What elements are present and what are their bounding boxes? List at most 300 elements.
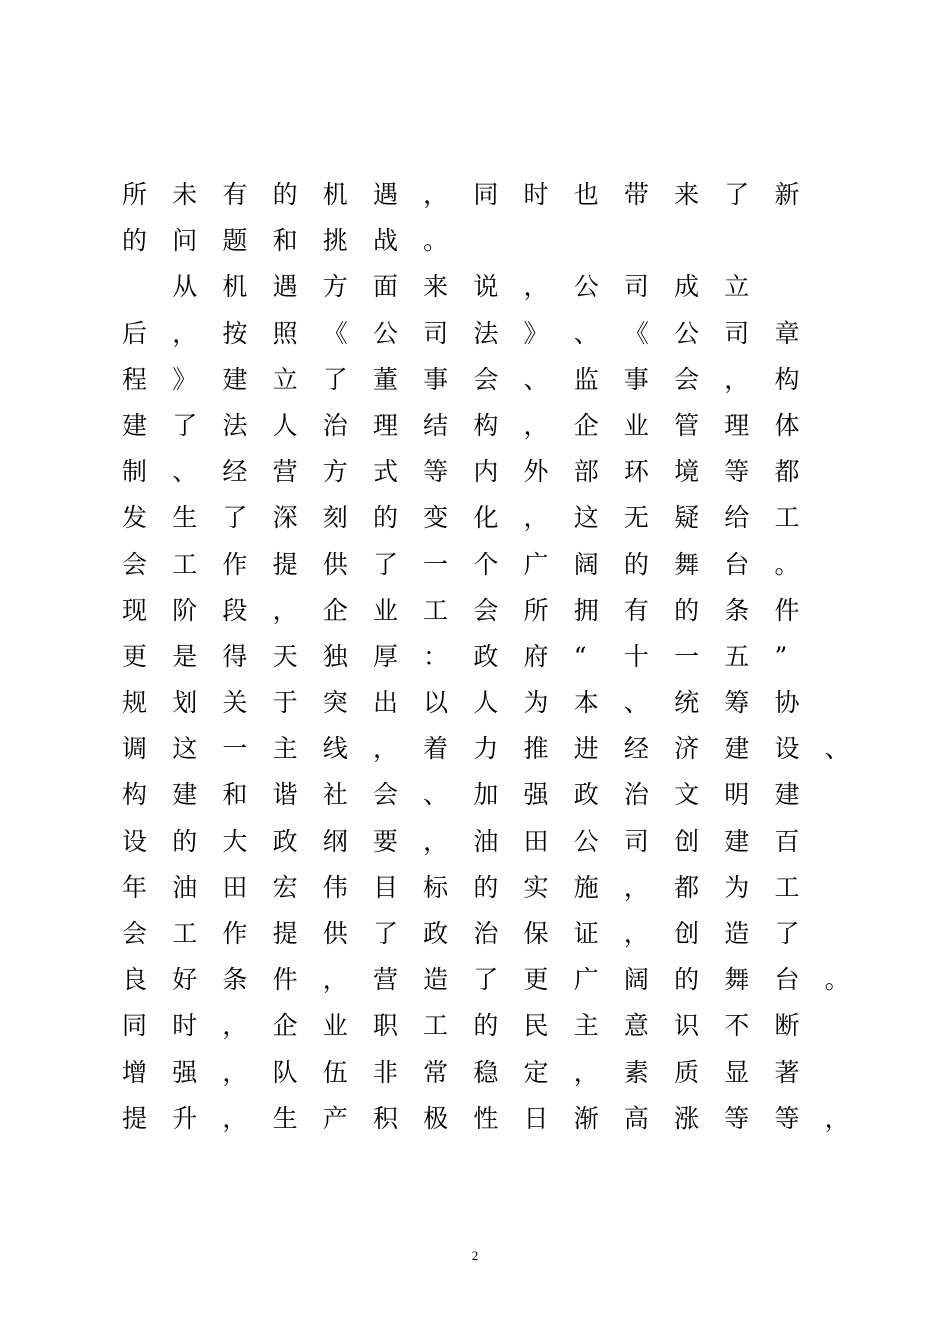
text-char: 供 (322, 919, 348, 948)
text-char: 人 (473, 688, 499, 718)
text-char: ， (824, 1103, 850, 1133)
text-char: 油 (172, 872, 198, 902)
text-char: 营 (372, 965, 398, 995)
text-line (122, 680, 862, 726)
text-line (122, 1096, 862, 1142)
text-char: 段 (222, 595, 248, 625)
text-char: 政 (573, 780, 599, 810)
text-char: 证 (573, 919, 599, 948)
text-char: 了 (774, 919, 800, 948)
text-char: 拥 (573, 595, 599, 625)
text-char: 的 (473, 872, 499, 902)
text-char: 广 (523, 549, 549, 579)
text-char: 会 (122, 919, 148, 948)
text-char: ， (423, 826, 449, 856)
text-char: 等 (724, 1103, 750, 1133)
text-char: 素 (623, 1057, 649, 1087)
text-char: 机 (322, 180, 348, 209)
text-char: 工 (172, 549, 198, 579)
text-char: 十 (623, 641, 649, 671)
text-char: 目 (372, 872, 398, 902)
text-char: 带 (623, 180, 649, 209)
text-line (122, 1050, 862, 1096)
text-char: 照 (272, 318, 298, 348)
text-char: ， (724, 364, 750, 394)
text-char: 创 (674, 826, 700, 856)
text-char: 个 (473, 549, 499, 579)
text-char: 主 (573, 1011, 599, 1041)
text-char: 规 (122, 688, 148, 718)
text-char: 企 (272, 1011, 298, 1041)
text-char: 等 (423, 457, 449, 487)
text-char: 件 (774, 595, 800, 625)
text-char: 会 (674, 364, 700, 394)
text-char: 建 (172, 780, 198, 810)
text-char: 提 (272, 919, 298, 948)
text-char: 会 (122, 549, 148, 579)
text-char: 生 (272, 1103, 298, 1133)
text-char: 产 (322, 1103, 348, 1133)
text-char: 环 (623, 457, 649, 487)
text-char: 的 (674, 595, 700, 625)
text-char: 构 (473, 410, 499, 440)
text-char: 了 (222, 503, 248, 533)
text-char: 人 (272, 410, 298, 440)
text-char: 供 (322, 549, 348, 579)
text-char: 良 (122, 965, 148, 995)
text-char: 遇 (272, 272, 298, 302)
text-char: 司 (623, 826, 649, 856)
text-char: 舞 (674, 549, 700, 579)
text-char: 从 (172, 272, 198, 302)
text-char: 的 (122, 226, 148, 256)
text-char: 有 (222, 180, 248, 209)
text-char: 为 (523, 688, 549, 718)
text-char: 要 (372, 826, 398, 856)
text-char: 涨 (674, 1103, 700, 1133)
text-char: 施 (573, 872, 599, 902)
text-char: 为 (724, 872, 750, 902)
text-char: 年 (122, 872, 148, 902)
text-line (122, 172, 862, 218)
text-char: 渐 (573, 1103, 599, 1133)
text-char: 突 (322, 688, 348, 718)
text-char: 本 (573, 688, 599, 718)
text-char: 部 (573, 457, 599, 487)
text-char: 工 (774, 503, 800, 533)
text-char: 了 (473, 965, 499, 995)
text-char: ， (523, 272, 549, 302)
text-char: 性 (473, 1103, 499, 1133)
text-char: 业 (372, 595, 398, 625)
text-line (122, 1003, 862, 1049)
text-char: 强 (172, 1057, 198, 1087)
text-char: 出 (372, 688, 398, 718)
text-char: ， (523, 410, 549, 440)
text-char: 所 (122, 180, 148, 209)
text-char: 立 (724, 272, 750, 302)
text-char: 设 (774, 734, 800, 764)
text-char: 会 (473, 595, 499, 625)
text-char: 战 (372, 226, 398, 256)
text-char: 、 (172, 457, 198, 487)
text-char: 会 (372, 780, 398, 810)
text-char: 济 (674, 734, 700, 764)
text-char: 台 (774, 965, 800, 995)
text-char: 疑 (674, 503, 700, 533)
text-char: 好 (172, 965, 198, 995)
text-char: 遇 (372, 180, 398, 209)
text-char: 立 (272, 364, 298, 394)
text-char: 加 (473, 780, 499, 810)
text-char: ， (523, 503, 549, 533)
text-char: 着 (423, 734, 449, 764)
text-char: 的 (623, 549, 649, 579)
text-char: 司 (724, 318, 750, 348)
text-char: 结 (423, 410, 449, 440)
text-char: ， (222, 1011, 248, 1041)
text-char: 的 (473, 1011, 499, 1041)
text-line (122, 542, 862, 588)
text-char: 天 (272, 641, 298, 671)
text-char: 调 (122, 734, 148, 764)
text-char: 、 (573, 318, 599, 348)
text-char: 、 (423, 780, 449, 810)
text-char: 提 (122, 1103, 148, 1133)
text-char: 按 (222, 318, 248, 348)
text-char: 、 (824, 734, 850, 764)
text-char: ， (573, 1057, 599, 1087)
text-char: 著 (774, 1057, 800, 1087)
text-char: 未 (172, 180, 198, 209)
text-char: 公 (674, 318, 700, 348)
text-char: 机 (222, 272, 248, 302)
text-char: 提 (272, 549, 298, 579)
text-char: 创 (674, 919, 700, 948)
text-char: 质 (674, 1057, 700, 1087)
text-char: 经 (222, 457, 248, 487)
text-char: 构 (774, 364, 800, 394)
text-char: 治 (623, 780, 649, 810)
text-char: 。 (824, 965, 850, 995)
text-char: 断 (774, 1011, 800, 1041)
text-char: 保 (523, 919, 549, 948)
text-char: 理 (372, 410, 398, 440)
text-char: 队 (272, 1057, 298, 1087)
text-char: 式 (372, 457, 398, 487)
text-char: 纲 (322, 826, 348, 856)
text-char: 一 (674, 641, 700, 671)
text-char: 阔 (573, 549, 599, 579)
text-char: 这 (172, 734, 198, 764)
text-char: 五 (724, 641, 750, 671)
text-line (122, 357, 862, 403)
text-line (122, 726, 862, 772)
text-char: 现 (122, 595, 148, 625)
text-char: 挑 (322, 226, 348, 256)
text-char: 了 (724, 180, 750, 209)
text-char: 内 (473, 457, 499, 487)
body-text (122, 172, 862, 1142)
text-char: ” (774, 641, 788, 671)
text-line (122, 819, 862, 865)
text-char: 来 (423, 272, 449, 302)
text-char: 建 (774, 780, 800, 810)
text-char: 的 (172, 826, 198, 856)
text-char: 伍 (322, 1057, 348, 1087)
text-char: 了 (372, 549, 398, 579)
text-char: 统 (674, 688, 700, 718)
text-char: 工 (423, 595, 449, 625)
text-char: “ (573, 641, 587, 671)
text-char: 化 (473, 503, 499, 533)
text-char: 无 (623, 503, 649, 533)
text-char: ， (272, 595, 298, 625)
text-char: 常 (423, 1057, 449, 1087)
text-char: 明 (724, 780, 750, 810)
text-char: 治 (473, 919, 499, 948)
text-char: 面 (372, 272, 398, 302)
text-char: 境 (674, 457, 700, 487)
text-char: 作 (222, 549, 248, 579)
text-char: 了 (322, 364, 348, 394)
text-char: 生 (172, 503, 198, 533)
text-char: 田 (523, 826, 549, 856)
text-char: 同 (122, 1011, 148, 1041)
text-char: 《 (623, 318, 649, 348)
text-char: ， (423, 180, 449, 209)
text-line (122, 957, 862, 1003)
text-char: 台 (724, 549, 750, 579)
text-line (122, 772, 862, 818)
text-char: 划 (172, 688, 198, 718)
text-char: 大 (222, 826, 248, 856)
text-char: 方 (322, 457, 348, 487)
text-char: 问 (172, 226, 198, 256)
text-line (122, 911, 862, 957)
text-char: 时 (172, 1011, 198, 1041)
text-char: 所 (523, 595, 549, 625)
text-char: 营 (272, 457, 298, 487)
text-char: 职 (372, 1011, 398, 1041)
text-char: 更 (122, 641, 148, 671)
page-number: 2 (471, 1248, 479, 1263)
text-char: 高 (623, 1103, 649, 1133)
text-char: 深 (272, 503, 298, 533)
text-char: 企 (322, 595, 348, 625)
text-char: 都 (674, 872, 700, 902)
text-char: 线 (322, 734, 348, 764)
text-line (122, 264, 862, 310)
text-char: ， (623, 919, 649, 948)
text-char: ， (222, 1103, 248, 1133)
text-char: 等 (724, 457, 750, 487)
text-char: 有 (623, 595, 649, 625)
text-char: 百 (774, 826, 800, 856)
text-char: 力 (473, 734, 499, 764)
text-char: 识 (674, 1011, 700, 1041)
text-char: 极 (423, 1103, 449, 1133)
text-char: 事 (423, 364, 449, 394)
text-char: 构 (122, 780, 148, 810)
text-char (122, 264, 172, 310)
text-char: 业 (322, 1011, 348, 1041)
text-char: 协 (774, 688, 800, 718)
text-char: 社 (322, 780, 348, 810)
text-char: 于 (272, 688, 298, 718)
text-char: 油 (473, 826, 499, 856)
text-char: 法 (473, 318, 499, 348)
text-line (122, 588, 862, 634)
text-char: 强 (523, 780, 549, 810)
text-char: 题 (222, 226, 248, 256)
text-char: 制 (122, 457, 148, 487)
text-char: 工 (172, 919, 198, 948)
text-line (122, 403, 862, 449)
text-char: 进 (573, 734, 599, 764)
text-char: 时 (523, 180, 549, 209)
text-char: 关 (222, 688, 248, 718)
text-char: 司 (423, 318, 449, 348)
text-char: 谐 (272, 780, 298, 810)
text-char: 公 (573, 826, 599, 856)
text-line (122, 218, 862, 264)
text-char: 同 (473, 180, 499, 209)
text-char: 一 (222, 734, 248, 764)
text-char: 造 (724, 919, 750, 948)
text-char: 经 (623, 734, 649, 764)
text-char: ， (322, 965, 348, 995)
text-char: 条 (222, 965, 248, 995)
text-char: 建 (122, 410, 148, 440)
text-char: 是 (172, 641, 198, 671)
text-char: 说 (473, 272, 499, 302)
text-char: 稳 (473, 1057, 499, 1087)
text-char: 更 (523, 965, 549, 995)
text-char: 公 (372, 318, 398, 348)
text-char: 筹 (724, 688, 750, 718)
text-char: ， (172, 318, 198, 348)
text-char: ， (372, 734, 398, 764)
text-char: 民 (523, 1011, 549, 1041)
text-line (122, 634, 862, 680)
text-char: 的 (272, 180, 298, 209)
text-char: 得 (222, 641, 248, 671)
text-char: ， (222, 1057, 248, 1087)
text-char: 企 (573, 410, 599, 440)
text-char: ： (423, 641, 449, 671)
text-char: 日 (523, 1103, 549, 1133)
text-char: 伟 (322, 872, 348, 902)
text-char: 推 (523, 734, 549, 764)
text-char: 的 (674, 965, 700, 995)
text-char: 外 (523, 457, 549, 487)
text-char: 作 (222, 919, 248, 948)
text-char: 法 (222, 410, 248, 440)
text-char: 独 (322, 641, 348, 671)
text-char: 标 (423, 872, 449, 902)
text-char: 府 (523, 641, 549, 671)
text-char: 体 (774, 410, 800, 440)
text-char: 定 (523, 1057, 549, 1087)
text-char: 》 (172, 364, 198, 394)
text-char: 给 (724, 503, 750, 533)
text-char: 建 (724, 826, 750, 856)
text-char: 《 (322, 318, 348, 348)
text-char: 积 (372, 1103, 398, 1133)
text-char: 显 (724, 1057, 750, 1087)
text-char: 也 (573, 180, 599, 209)
text-char: 工 (423, 1011, 449, 1041)
text-char: 业 (623, 410, 649, 440)
text-char: 、 (623, 688, 649, 718)
text-char: 一 (423, 549, 449, 579)
text-char: 董 (372, 364, 398, 394)
text-char: 广 (573, 965, 599, 995)
text-line (122, 311, 862, 357)
text-char: 方 (322, 272, 348, 302)
text-char: 等 (774, 1103, 800, 1133)
text-char: 和 (222, 780, 248, 810)
text-char: 事 (623, 364, 649, 394)
text-char: 设 (122, 826, 148, 856)
text-char: 政 (473, 641, 499, 671)
text-char: 政 (272, 826, 298, 856)
text-char: 治 (322, 410, 348, 440)
text-char: 以 (423, 688, 449, 718)
text-char: 的 (372, 503, 398, 533)
text-char: 变 (423, 503, 449, 533)
text-char: ， (623, 872, 649, 902)
text-char: 后 (122, 318, 148, 348)
text-line (122, 449, 862, 495)
text-char: 章 (774, 318, 800, 348)
text-char: 来 (674, 180, 700, 209)
text-char: 建 (222, 364, 248, 394)
text-char: 非 (372, 1057, 398, 1087)
text-line (122, 865, 862, 911)
text-char: 了 (172, 410, 198, 440)
text-char: 政 (423, 919, 449, 948)
text-char: 司 (623, 272, 649, 302)
text-char: 新 (774, 180, 800, 209)
text-char: 意 (623, 1011, 649, 1041)
text-char: 》 (523, 318, 549, 348)
text-char: 不 (724, 1011, 750, 1041)
text-char: 件 (272, 965, 298, 995)
text-char: 厚 (372, 641, 398, 671)
text-char: 工 (774, 872, 800, 902)
text-char: 程 (122, 364, 148, 394)
text-char: 阶 (172, 595, 198, 625)
text-char: 、 (523, 364, 549, 394)
text-char: 这 (573, 503, 599, 533)
text-char: 了 (372, 919, 398, 948)
text-char: 发 (122, 503, 148, 533)
text-char: 都 (774, 457, 800, 487)
text-char: 管 (674, 410, 700, 440)
text-char: 刻 (322, 503, 348, 533)
text-char: 实 (523, 872, 549, 902)
text-char: 。 (774, 549, 800, 579)
text-char: 文 (674, 780, 700, 810)
text-char: 阔 (623, 965, 649, 995)
text-char: 成 (674, 272, 700, 302)
text-char: 舞 (724, 965, 750, 995)
text-char: 主 (272, 734, 298, 764)
text-char: 监 (573, 364, 599, 394)
text-char: 增 (122, 1057, 148, 1087)
